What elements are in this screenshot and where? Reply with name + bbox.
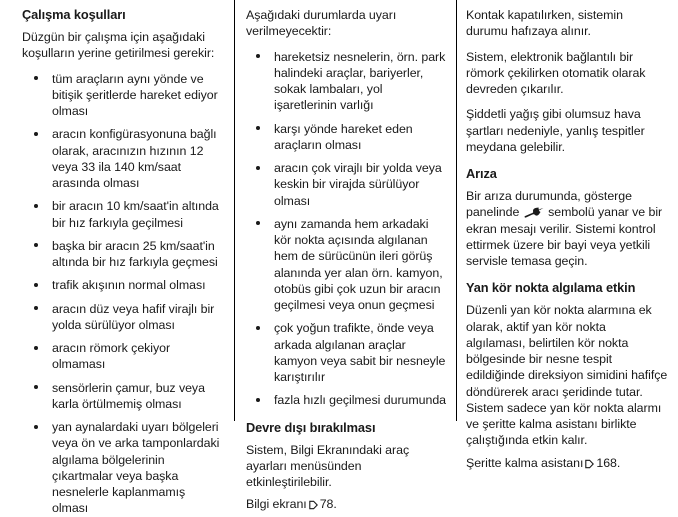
list-item (22, 126, 224, 191)
malfunction-text-after: sembolü yanar ve bir ekran mesajı verilir. Sistemi kontrol ettirmek üzere bir bayi veya yetkili servisle temasa geçin. (466, 205, 663, 269)
list-item (22, 277, 224, 293)
list-item-text: yan aynalardaki uyarı bölgeleri veya ön ve arka tamponlardaki algılama bölgelerinin çıkartmalar veya başka nesnelerle kaplanmamış olması (52, 420, 220, 516)
bullet-dot-icon (34, 425, 38, 429)
list-item-text: başka bir aracın 25 km/saat'in altında bir hız farkıyla geçmesi (52, 238, 218, 270)
section-heading-operating-conditions: Çalışma koşulları (22, 7, 126, 22)
list-item (246, 392, 446, 408)
bullet-dot-icon (256, 398, 260, 402)
list-item-text: hareketsiz nesnelerin, örn. park halindeki araçlar, bariyerler, sokak lambaları, yol işaretlerinin varlığı (274, 49, 446, 113)
bullet-dot-icon (34, 306, 38, 310)
list-item-text: fazla hızlı geçilmesi durumunda (274, 393, 447, 408)
bullet-dot-icon (34, 283, 38, 287)
list-item (246, 216, 446, 314)
bullet-dot-icon (34, 204, 38, 208)
list-item-text: bir aracın 10 km/saat'in altında bir hız farkıyla geçilmesi (52, 199, 219, 230)
cross-reference-lane-keep-assist[interactable] (466, 455, 668, 471)
deactivation-paragraph: Sistem, Bilgi Ekranındaki araç ayarları menüsünden etkinleştirilebilir. (246, 442, 410, 490)
list-item-text: aracın konfigürasyonuna bağlı olarak, aracınızın hızının 12 veya 33 ila 140 km/saat arasında olması (52, 127, 217, 191)
bullet-dot-icon (34, 346, 38, 350)
cross-reference-info-display[interactable] (246, 496, 446, 512)
bullet-dot-icon (256, 126, 260, 130)
list-item (22, 301, 224, 334)
list-item (246, 160, 446, 209)
operating-conditions-intro: Düzgün bir çalışma için aşağıdaki koşulların yerine getirilmesi gerekir: (22, 30, 215, 61)
malfunction-text-before: Bir arıza durumunda, gösterge panelinde (466, 189, 632, 220)
column-two (234, 0, 456, 512)
list-item-text: aynı zamanda hem arkadaki kör nokta açısında algılanan hem de sürücünün ileri görüş alanında yer alan örn. kamyon, otobüs gibi çok uzun bir aracın geçilmesi veya onun geçmesi (274, 216, 443, 312)
column-one (0, 0, 234, 516)
bullet-dot-icon (256, 326, 260, 330)
cross-reference-label: Şeritte kalma asistanı (466, 455, 584, 470)
bullet-dot-icon (34, 132, 38, 136)
list-item (246, 49, 446, 114)
no-warning-list (246, 49, 446, 409)
section-heading-side-blind-spot-active: Yan kör nokta algılama etkin (466, 280, 636, 296)
weather-false-detection-paragraph: Şiddetli yağış gibi olumsuz hava şartları nedeniyle, yanlış tespitler meydana gelebilir. (466, 107, 645, 154)
reference-arrow-icon (585, 457, 594, 467)
list-item-text: aracın çok virajlı bir yolda veya keskin bir virajda sürülüyor olması (274, 161, 442, 208)
bullet-dot-icon (34, 385, 38, 389)
list-item-text: tüm araçların aynı yönde ve bitişik şeritlerde hareket ediyor olması (52, 71, 218, 119)
list-item (246, 121, 446, 154)
side-blind-spot-paragraph: Düzenli yan kör nokta alarmına ek olarak, aktif yan kör nokta algılaması, belirtilen kör nokta bölgesinde bir nesne tespit edildiğinde direksiyon simidini hafifçe döndürerek aracı şeridinde tutar. Sistem sadece yan kör nokta alarmı ve şeritte kalma asistanı birlikte çalıştığında etkin kalır. (466, 303, 668, 448)
bullet-dot-icon (256, 166, 260, 170)
malfunction-paragraph (466, 188, 668, 269)
list-item (22, 380, 224, 413)
list-item-text: çok yoğun trafikte, önde veya arkada algılanan araçlar kamyon veya sabit bir nesneyle karıştırılır (274, 321, 446, 384)
list-item (22, 340, 224, 373)
list-item-text: aracın düz veya hafif virajlı bir yolda sürülüyor olması (52, 301, 215, 332)
reference-arrow-icon (309, 498, 318, 508)
bullet-dot-icon (256, 54, 260, 58)
cross-reference-page: 78. (319, 497, 337, 512)
list-item-text: karşı yönde hareket eden araçların olması (274, 121, 413, 152)
list-item-text: aracın römork çekiyor olmaması (52, 341, 171, 372)
ignition-memory-paragraph: Kontak kapatılırken, sistemin durumu hafızaya alınır. (466, 8, 623, 39)
trailer-deactivation-paragraph: Sistem, elektronik bağlantılı bir römork çekilirken otomatik olarak devreden çıkarılır. (466, 49, 646, 96)
cross-reference-page: 168. (596, 455, 621, 470)
list-item (22, 238, 224, 271)
column-three (456, 0, 678, 470)
section-heading-malfunction: Arıza (466, 166, 497, 181)
cross-reference-label: Bilgi ekranı (246, 497, 307, 512)
section-heading-deactivation: Devre dışı bırakılması (246, 419, 376, 435)
list-item-text: trafik akışının normal olması (52, 278, 206, 293)
operating-conditions-list (22, 71, 224, 517)
list-item (246, 320, 446, 385)
bullet-dot-icon (256, 221, 260, 225)
list-item-text: sensörlerin çamur, buz veya karla örtülmemiş olması (52, 380, 205, 411)
wrench-icon (524, 206, 544, 217)
list-item (22, 419, 224, 517)
bullet-dot-icon (34, 243, 38, 247)
list-item (22, 71, 224, 120)
list-item (22, 198, 224, 231)
no-warning-intro: Aşağıdaki durumlarda uyarı verilmeyecektir: (246, 8, 397, 39)
bullet-dot-icon (34, 76, 38, 80)
